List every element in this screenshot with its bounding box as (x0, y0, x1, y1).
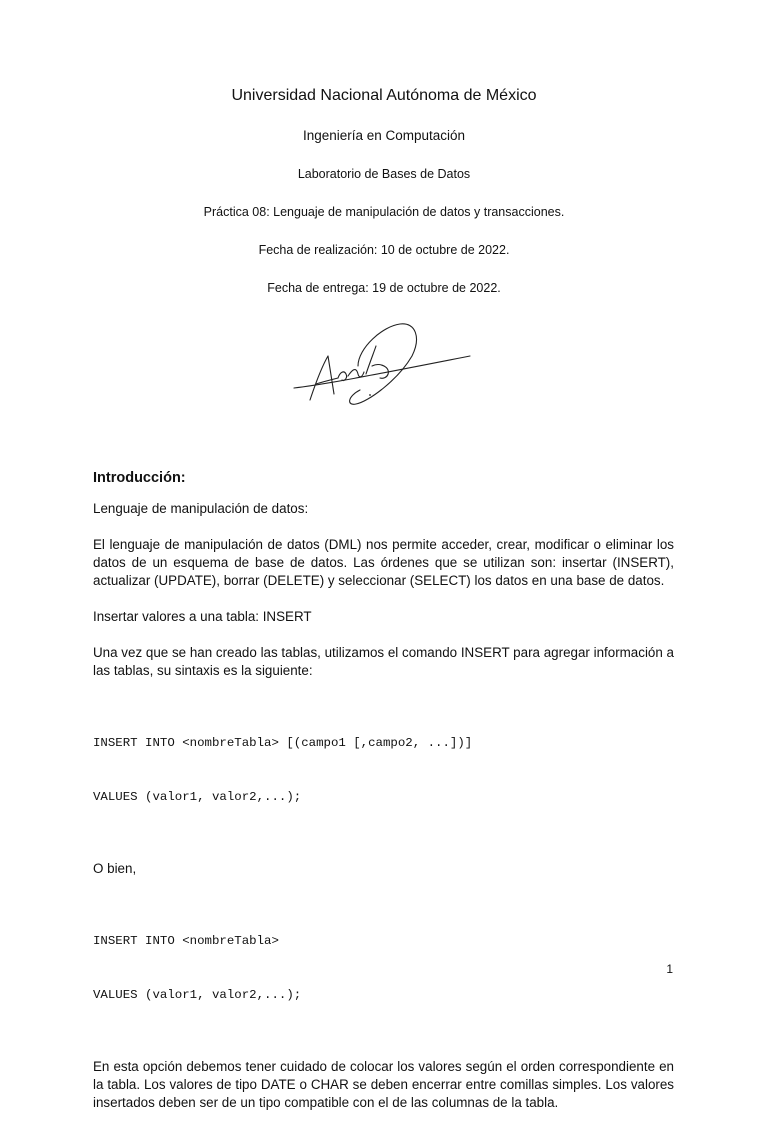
career-name: Ingeniería en Computación (302, 128, 466, 143)
practice-title: Práctica 08: Lenguaje de manipulación de datos y transacciones. (203, 205, 565, 219)
date-due: Fecha de entrega: 19 de octubre de 2022. (267, 281, 501, 295)
code-line: VALUES (valor1, valor2,...); (93, 790, 302, 804)
code-block-insert-full (93, 698, 674, 842)
or-text: O bien, (93, 861, 137, 876)
paragraph-insert-syntax: Una vez que se han creado las tablas, utilizamos el comando INSERT para agregar información a las tablas, su sintaxis es la siguiente: (93, 645, 674, 678)
laboratory-name: Laboratorio de Bases de Datos (297, 167, 471, 181)
page-number: 1 (666, 962, 673, 976)
paragraph-dml-description: El lenguaje de manipulación de datos (DML) nos permite acceder, crear, modificar o eliminar los datos de un esquema de base de datos. Las órdenes que se utilizan son: insertar (INSERT), actualizar (UPDATE), borrar (DELETE) y seleccionar (SELECT) los datos en una base de datos. (93, 537, 674, 588)
code-line: INSERT INTO <nombreTabla> (93, 934, 279, 948)
university-name: Universidad Nacional Autónoma de México (231, 87, 537, 104)
insert-heading: Insertar valores a una tabla: INSERT (93, 609, 312, 624)
document-body (93, 500, 674, 1130)
code-block-insert-short (93, 896, 674, 1040)
date-done: Fecha de realización: 10 de octubre de 2022. (258, 243, 510, 257)
code-line: VALUES (valor1, valor2,...); (93, 988, 302, 1002)
subtitle-dml: Lenguaje de manipulación de datos: (93, 501, 309, 516)
paragraph-insert-notes: En esta opción debemos tener cuidado de colocar los valores según el orden correspondiente en la tabla. Los valores de tipo DATE o CHAR se deben encerrar entre comillas simples. Los valores insertados deben ser de un tipo compatible con el de las columnas de la tabla. (93, 1059, 674, 1110)
signature-icon (288, 318, 478, 413)
section-title: Introducción: (93, 470, 186, 486)
code-line: INSERT INTO <nombreTabla> [(campo1 [,campo2, ...])] (93, 736, 473, 750)
